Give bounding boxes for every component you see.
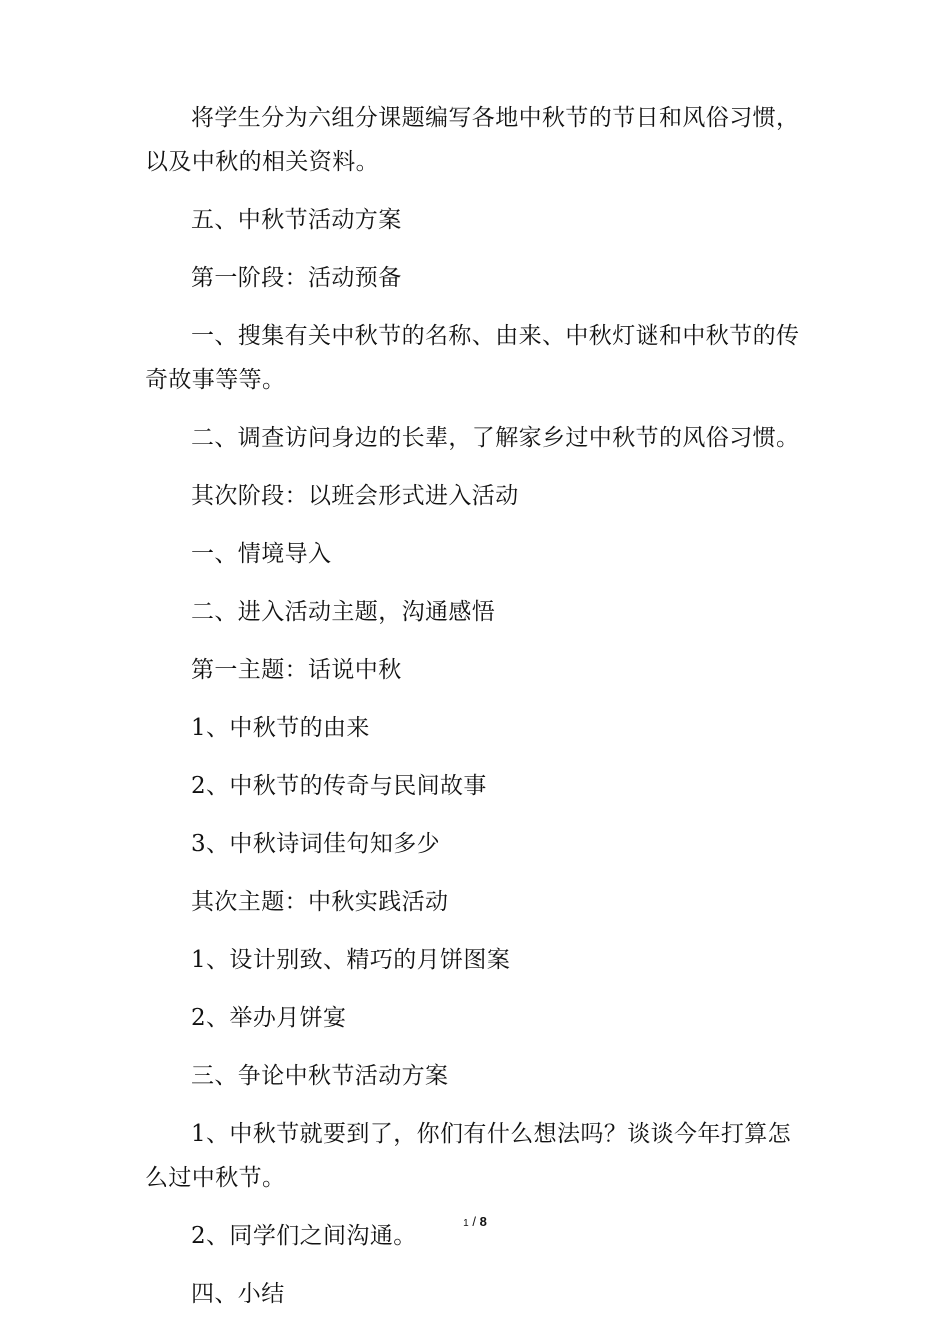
list-item: 1、中秋节的由来 <box>191 715 370 741</box>
list-item: 1、中秋节就要到了，你们有什么想法吗？谈谈今年打算怎么过中秋节。 <box>145 1121 792 1191</box>
list-item: 四、小结 <box>191 1281 285 1307</box>
document-body <box>145 96 810 1316</box>
section-heading: 五、中秋节活动方案 <box>191 207 402 233</box>
stage-heading: 其次阶段：以班会形式进入活动 <box>191 483 519 509</box>
current-page-number: 1 <box>463 1218 469 1229</box>
list-item: 2、举办月饼宴 <box>191 1005 347 1031</box>
paragraph: 一、搜集有关中秋节的名称、由来、中秋灯谜和中秋节的传奇故事等等。 <box>145 323 800 393</box>
topic-heading: 其次主题：中秋实践活动 <box>191 889 449 915</box>
list-item: 一、情境导入 <box>191 541 332 567</box>
page-separator: / <box>472 1214 476 1229</box>
stage-heading: 第一阶段：活动预备 <box>191 265 402 291</box>
list-item: 三、争论中秋节活动方案 <box>191 1063 449 1089</box>
page-number <box>0 1214 950 1229</box>
list-item: 3、中秋诗词佳句知多少 <box>191 831 441 857</box>
list-item: 2、同学们之间沟通。 <box>191 1223 417 1249</box>
paragraph: 将学生分为六组分课题编写各地中秋节的节日和风俗习惯，以及中秋的相关资料。 <box>145 105 800 175</box>
topic-heading: 第一主题：话说中秋 <box>191 657 402 683</box>
paragraph: 二、调查访问身边的长辈，了解家乡过中秋节的风俗习惯。 <box>191 425 800 451</box>
list-item: 1、设计别致、精巧的月饼图案 <box>191 947 511 973</box>
list-item: 二、进入活动主题，沟通感悟 <box>191 599 496 625</box>
list-item: 2、中秋节的传奇与民间故事 <box>191 773 487 799</box>
total-page-count: 8 <box>479 1214 487 1229</box>
